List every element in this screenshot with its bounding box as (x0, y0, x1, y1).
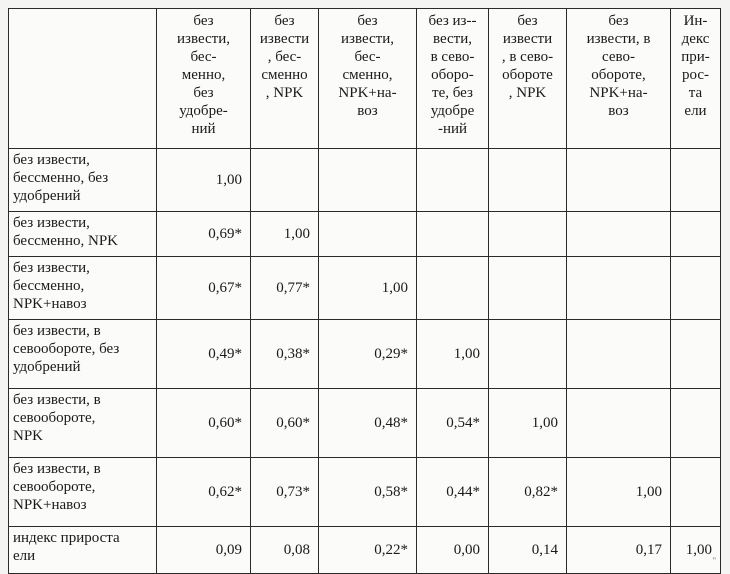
table-cell: 0,60* (251, 389, 319, 458)
row-header: без извести, бессменно, без удобрений (9, 149, 157, 212)
table-cell: 0,73* (251, 458, 319, 527)
table-cell (489, 257, 567, 320)
row-header: без извести, бессменно, NPK (9, 212, 157, 257)
corner-cell (9, 9, 157, 149)
row-header: без извести, бессменно, NPK+навоз (9, 257, 157, 320)
table-row (9, 149, 721, 212)
table-cell: 0,00 (417, 527, 489, 574)
row-header: без извести, в севообороте, NPK (9, 389, 157, 458)
table-cell (567, 257, 671, 320)
table-cell: 0,82* (489, 458, 567, 527)
column-header: без извести, бес- менно, без удобре- ний (157, 9, 251, 149)
table-row (9, 527, 721, 574)
table-cell: 0,67* (157, 257, 251, 320)
column-header: без извести, бес- сменно, NPK+на- воз (319, 9, 417, 149)
row-header: без извести, в севообороте, без удобрений (9, 320, 157, 389)
row-header: индекс прироста ели (9, 527, 157, 574)
row-header: без извести, в севообороте, NPK+навоз (9, 458, 157, 527)
table-cell: 0,09 (157, 527, 251, 574)
table-cell: 0,60* (157, 389, 251, 458)
table-cell (671, 212, 721, 257)
table-cell: 0,62* (157, 458, 251, 527)
table-row (9, 458, 721, 527)
table-cell: 1,00 (567, 458, 671, 527)
table-cell: 0,14 (489, 527, 567, 574)
footer-mark: " (712, 556, 716, 565)
correlation-table (8, 8, 721, 574)
column-header: без из-- вести, в сево- oборо- те, без удобре -ний (417, 9, 489, 149)
table-cell: 1,00 (157, 149, 251, 212)
table-cell: 0,17 (567, 527, 671, 574)
table-row (9, 389, 721, 458)
table-cell: 0,49* (157, 320, 251, 389)
table-cell: 0,22* (319, 527, 417, 574)
table-cell (567, 149, 671, 212)
table-cell: 1,00 (417, 320, 489, 389)
column-header: Ин- декс при- рос- та ели (671, 9, 721, 149)
table-cell: 1,00 (489, 389, 567, 458)
table-cell (671, 458, 721, 527)
table-cell (671, 389, 721, 458)
table-row (9, 320, 721, 389)
table-cell (417, 149, 489, 212)
column-header: без извести , бес- сменно , NPK (251, 9, 319, 149)
table-cell: 0,58* (319, 458, 417, 527)
table-cell (567, 389, 671, 458)
table-cell (417, 257, 489, 320)
table-cell (671, 320, 721, 389)
table-cell (489, 149, 567, 212)
table-cell: 1,00 (671, 527, 721, 574)
table-cell (319, 149, 417, 212)
table-cell (567, 212, 671, 257)
table-cell (489, 320, 567, 389)
table-cell: 0,77* (251, 257, 319, 320)
table-cell (567, 320, 671, 389)
column-header: без извести , в сево- обороте , NPK (489, 9, 567, 149)
table-cell: 0,54* (417, 389, 489, 458)
table-cell: 1,00 (251, 212, 319, 257)
table-cell: 0,38* (251, 320, 319, 389)
table-row (9, 257, 721, 320)
table-cell: 0,29* (319, 320, 417, 389)
table-cell (671, 257, 721, 320)
table-cell (319, 212, 417, 257)
table-cell: 0,48* (319, 389, 417, 458)
table-cell (671, 149, 721, 212)
table-cell (251, 149, 319, 212)
table-cell: 0,69* (157, 212, 251, 257)
column-header: без извести, в сево- обороте, NPK+на- воз (567, 9, 671, 149)
table-cell (489, 212, 567, 257)
table-row (9, 212, 721, 257)
table-cell: 1,00 (319, 257, 417, 320)
table-cell: 0,08 (251, 527, 319, 574)
header-row (9, 9, 721, 149)
table-cell: 0,44* (417, 458, 489, 527)
table-cell (417, 212, 489, 257)
